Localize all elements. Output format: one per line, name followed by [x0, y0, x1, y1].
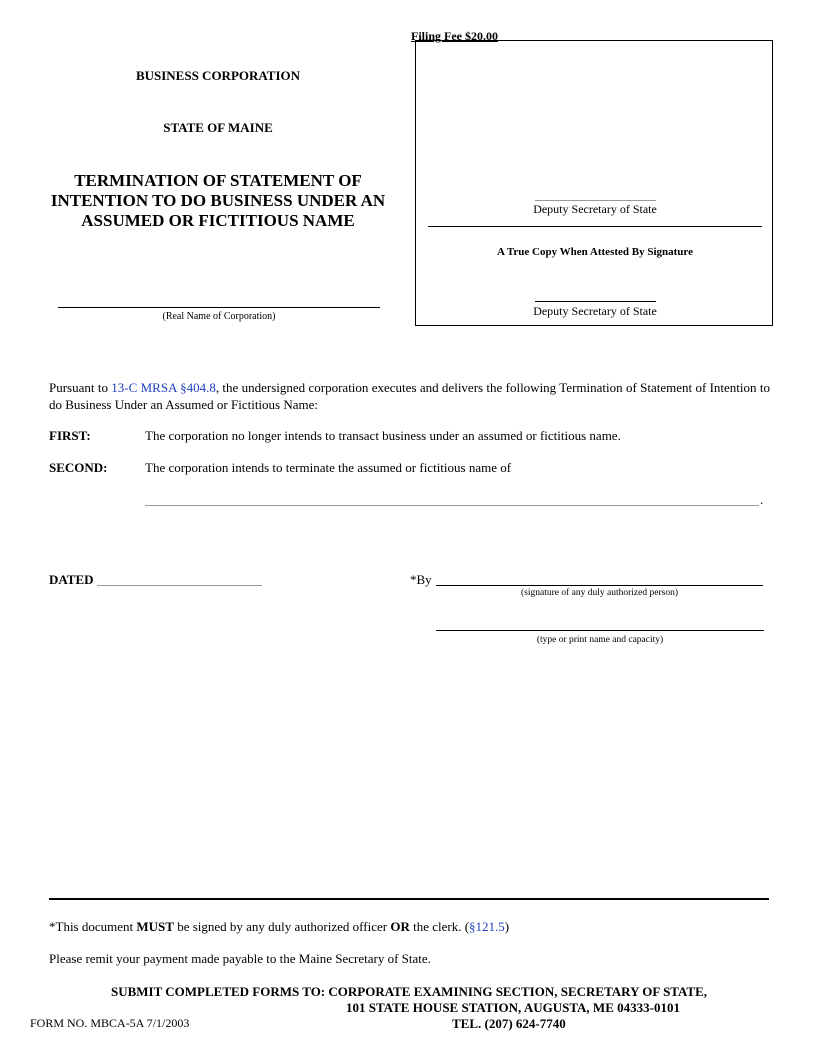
footnote-must: MUST	[136, 919, 174, 934]
submit-address-line-1: SUBMIT COMPLETED FORMS TO: CORPORATE EXAMINING SECTION, SECRETARY OF STATE,	[110, 984, 708, 999]
by-label: *By	[410, 572, 432, 587]
footnote-middle: be signed by any duly authorized officer	[173, 919, 391, 934]
signature-caption: (signature of any duly authorized person)	[521, 588, 678, 598]
first-text: The corporation no longer intends to transact business under an assumed or fictitious name.	[145, 428, 621, 443]
footnote-after: the clerk. (	[409, 919, 470, 934]
footnote-close: )	[504, 919, 510, 934]
remit-note: Please remit your payment made payable to the Maine Secretary of State.	[49, 951, 431, 966]
form-number: FORM NO. MBCA-5A 7/1/2003	[30, 1016, 190, 1030]
pursuant-text-before: Pursuant to	[49, 380, 112, 395]
footnote-or: OR	[390, 919, 410, 934]
state-heading: STATE OF MAINE	[163, 120, 273, 135]
deputy-caption-1: Deputy Secretary of State	[533, 202, 657, 216]
form-title: TERMINATION OF STATEMENT OF INTENTION TO DO BUSINESS UNDER AN ASSUMED OR FICTITIOUS NAME	[50, 171, 386, 230]
print-name-field[interactable]	[436, 630, 764, 631]
print-name-caption: (type or print name and capacity)	[536, 635, 664, 645]
deputy-caption-2: Deputy Secretary of State	[533, 304, 657, 318]
fictitious-name-field[interactable]	[145, 505, 759, 506]
second-text: The corporation intends to terminate the assumed or fictitious name of	[145, 460, 512, 475]
business-corporation-heading: BUSINESS CORPORATION	[135, 68, 301, 83]
dated-field[interactable]	[97, 585, 262, 586]
second-label: SECOND:	[49, 460, 108, 475]
section-121-5-link[interactable]: §121.5	[469, 919, 505, 934]
real-name-caption: (Real Name of Corporation)	[162, 311, 276, 322]
deputy-signature-line-2	[535, 301, 656, 302]
signature-footnote	[49, 919, 769, 935]
footnote-prefix: *This document	[49, 919, 137, 934]
pursuant-text-after: , the undersigned corporation executes and delivers the following Termination of Statement of Intention to do Business Under an Assumed or Fictitious Name:	[49, 380, 770, 412]
real-name-field[interactable]	[58, 307, 380, 308]
submit-address-line-2: 101 STATE HOUSE STATION, AUGUSTA, ME 04333-0101	[346, 1000, 680, 1015]
footer-rule	[49, 898, 769, 900]
attestation-box	[415, 40, 773, 326]
dated-label: DATED	[49, 572, 94, 587]
filing-fee: Filing Fee $20.00	[411, 29, 498, 43]
statute-link[interactable]: 13-C MRSA §404.8	[111, 380, 216, 395]
first-label: FIRST:	[49, 428, 91, 443]
deputy-signature-line-1	[535, 200, 656, 201]
name-period: .	[760, 492, 764, 507]
signature-field[interactable]	[436, 585, 763, 586]
telephone: TEL. (207) 624-7740	[452, 1016, 566, 1031]
pursuant-paragraph	[49, 379, 770, 413]
box-divider	[428, 226, 762, 227]
true-copy-note: A True Copy When Attested By Signature	[497, 246, 693, 258]
